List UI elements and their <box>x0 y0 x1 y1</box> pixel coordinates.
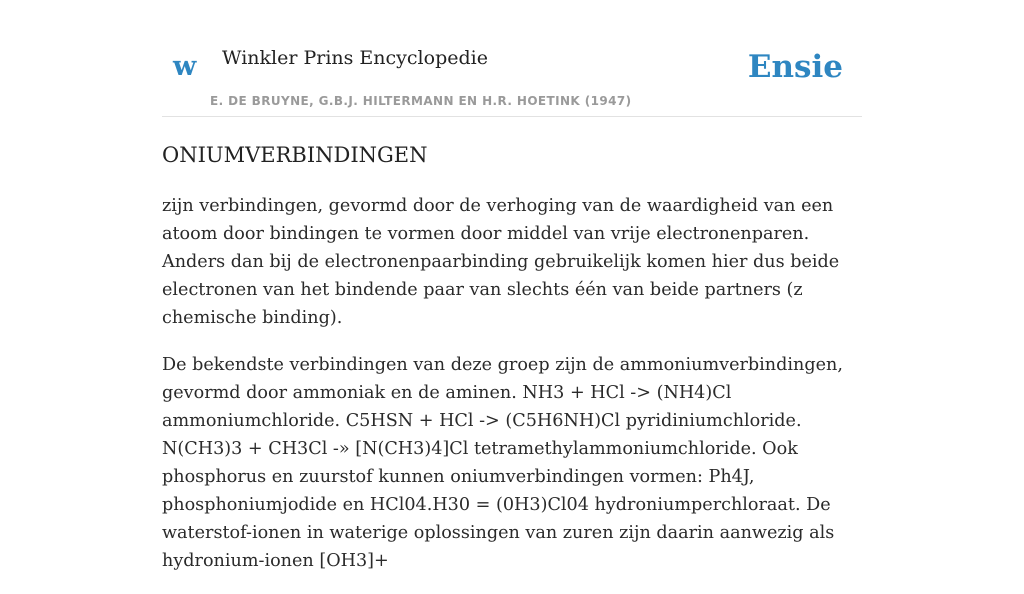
source-authors: E. DE BRUYNE, G.B.J. HILTERMANN EN H.R. HOETINK (1947) <box>210 94 632 108</box>
entry-paragraph: zijn verbindingen, gevormd door de verhoging van de waardigheid van een atoom door bindingen te vormen door middel van vrije electronenparen. Anders dan bij de electronenpaarbinding gebruikelijk komen hier dus beide electronen van het bindende paar van slechts één van beide partners (z chemische binding). <box>162 196 840 328</box>
entry-paragraph: De bekendste verbindingen van deze groep zijn de ammoniumverbindingen, gevormd door ammoniak en de aminen. NH3 + HCl -> (NH4)Cl ammoniumchloride. C5HSN + HCl -> (C5H6NH)Cl pyridiniumchloride. N(CH3)3 + CH3Cl -» [N(CH3)4]Cl tetramethylammoniumchloride. Ook phosphorus en zuurstof kunnen oniumverbindingen vormen: Ph4J, phosphoniumjodide en HCl04.H30 = (0H3)Cl04 hydroniumperchloraat. De waterstof-ionen in waterige oplossingen van zuren zijn daarin aanwezig als hydronium-ionen [OH3]+ <box>162 355 843 571</box>
source-title[interactable]: Winkler Prins Encyclopedie <box>222 47 488 69</box>
entry-title: ONIUMVERBINDINGEN <box>162 143 428 167</box>
header <box>162 0 862 117</box>
page <box>162 0 862 571</box>
brand-logo[interactable]: Ensie <box>747 49 843 85</box>
entry-body <box>162 192 862 594</box>
source-logo-icon[interactable]: w <box>173 51 197 82</box>
